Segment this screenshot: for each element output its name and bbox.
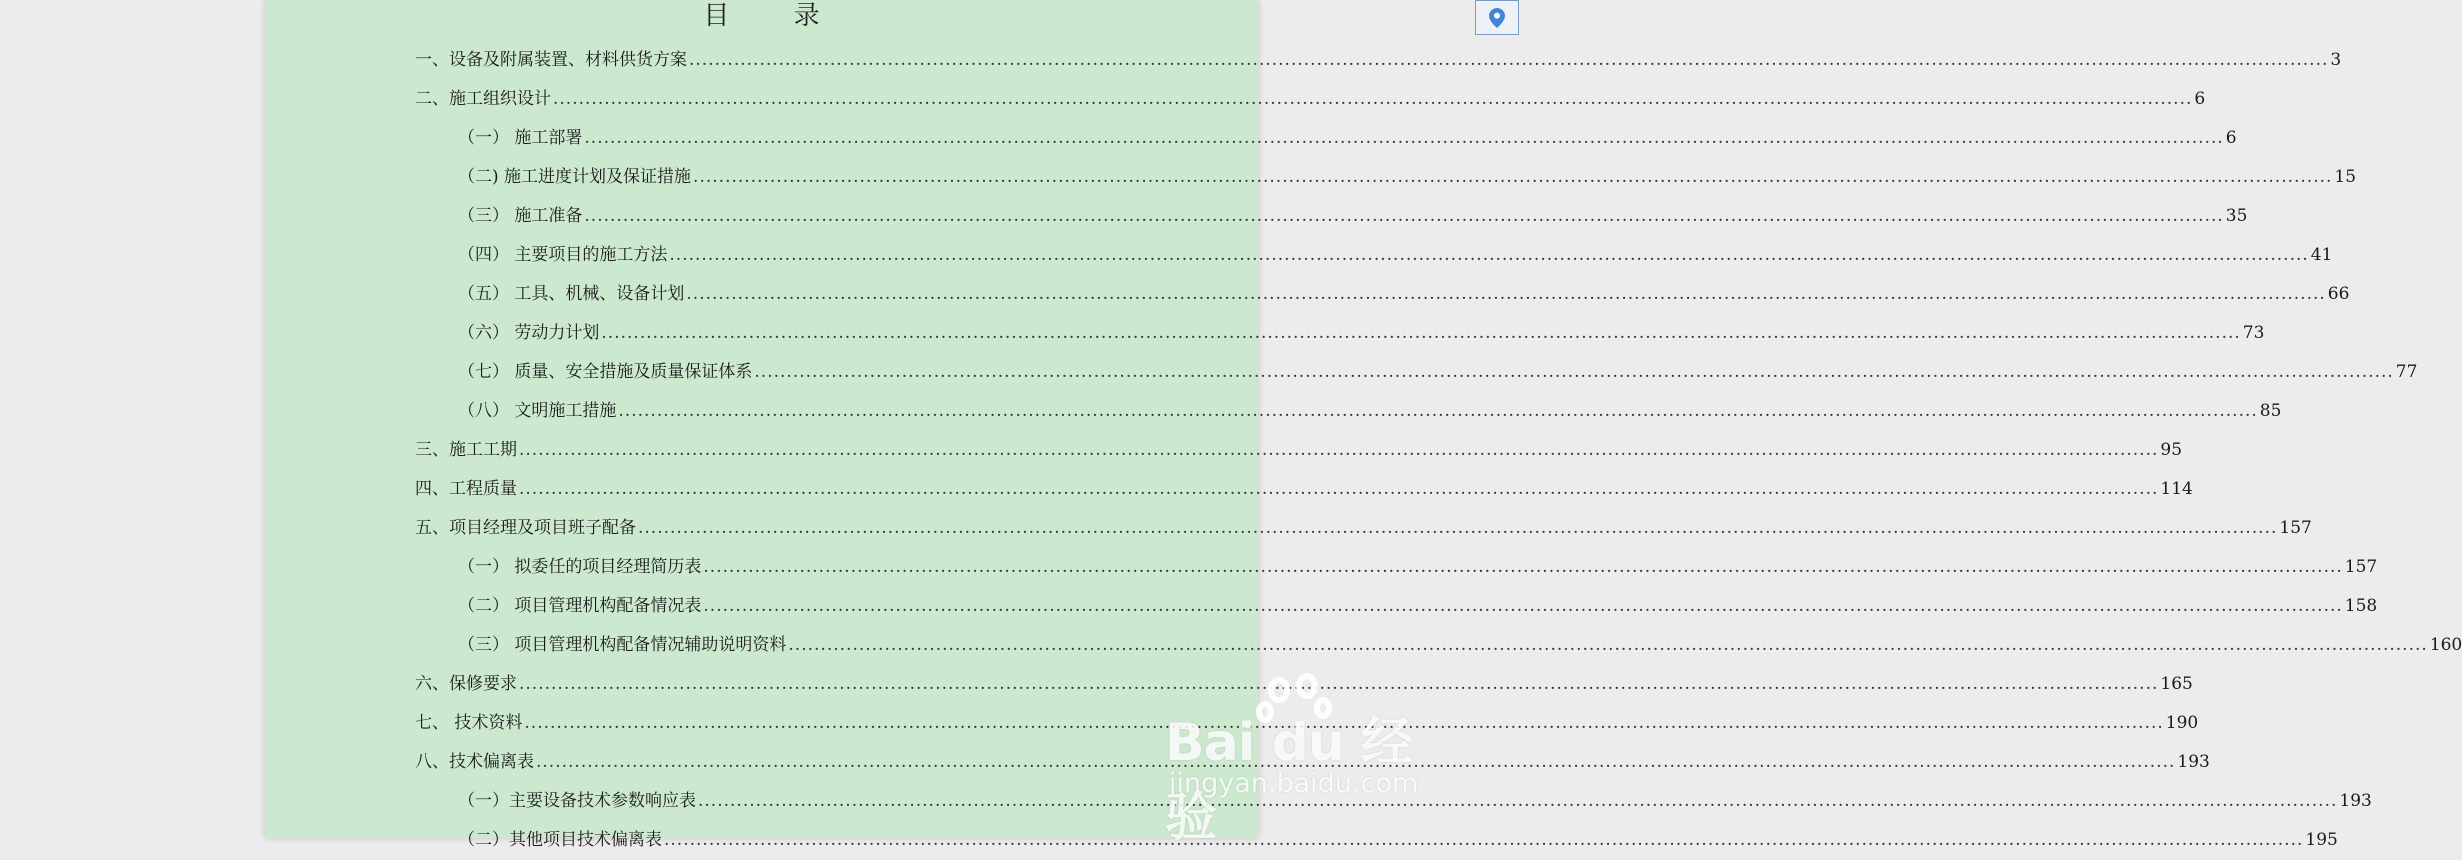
- toc-leader-dots: [686, 275, 2325, 314]
- toc-entry[interactable]: [265, 119, 2237, 158]
- toc-entry-text: （三） 施工准备: [458, 206, 583, 226]
- toc-page-number: 193: [2177, 752, 2210, 772]
- toc-entry[interactable]: [265, 353, 2418, 392]
- toc-title: 目 录: [703, 1, 848, 31]
- toc-leader-dots: [536, 743, 2175, 782]
- toc-page-number: 193: [2339, 791, 2372, 811]
- toc-page-number: 95: [2160, 440, 2183, 460]
- toc-entry-text: 三、施工工期: [415, 440, 517, 460]
- toc-entry[interactable]: [265, 41, 2342, 80]
- location-button[interactable]: [1475, 0, 1519, 35]
- toc-entry-text: （四） 主要项目的施工方法: [458, 245, 668, 265]
- toc-entry[interactable]: [265, 821, 2338, 860]
- toc-entry-text: （八） 文明施工措施: [458, 401, 617, 421]
- toc-leader-dots: [669, 236, 2308, 275]
- toc-leader-dots: [553, 80, 2192, 119]
- toc-leader-dots: [601, 314, 2240, 353]
- toc-entry[interactable]: [265, 548, 2378, 587]
- toc-leader-dots: [584, 197, 2223, 236]
- toc-entry-text: （二) 施工进度计划及保证措施: [458, 167, 692, 187]
- toc-entry-text: 七、 技术资料: [415, 713, 523, 733]
- toc-leader-dots: [689, 41, 2328, 80]
- watermark-url: jingyan.baidu.com: [1169, 768, 1419, 799]
- toc-entry[interactable]: [265, 665, 2193, 704]
- toc-leader-dots: [698, 782, 2337, 821]
- toc-entry[interactable]: [265, 470, 2193, 509]
- toc-entry-text: （二）其他项目技术偏离表: [458, 830, 662, 850]
- toc-page-number: 165: [2160, 674, 2193, 694]
- toc-page-number: 66: [2327, 284, 2350, 304]
- toc-page-number: 114: [2160, 479, 2193, 499]
- toc-leader-dots: [754, 353, 2393, 392]
- toc-entry[interactable]: [265, 704, 2199, 743]
- toc-page-number: 190: [2165, 713, 2199, 733]
- toc-leader-dots: [703, 548, 2342, 587]
- toc-entry[interactable]: [265, 236, 2333, 275]
- toc-leader-dots: [638, 509, 2277, 548]
- toc-page-number: 157: [2344, 557, 2378, 577]
- toc-page-number: 41: [2310, 245, 2333, 265]
- toc-leader-dots: [618, 392, 2257, 431]
- toc-entry[interactable]: [265, 275, 2350, 314]
- toc-entry[interactable]: [265, 197, 2248, 236]
- toc-entry[interactable]: [265, 587, 2378, 626]
- toc-leader-dots: [519, 431, 2158, 470]
- toc-leader-dots: [788, 626, 2427, 665]
- toc-page-number: 85: [2259, 401, 2282, 421]
- toc-entry-text: 五、项目经理及项目班子配备: [415, 518, 636, 538]
- toc-entry[interactable]: [265, 158, 2357, 197]
- toc-leader-dots: [584, 119, 2223, 158]
- toc-entry[interactable]: [265, 743, 2210, 782]
- toc-entry-text: （二） 项目管理机构配备情况表: [458, 596, 702, 616]
- toc-entry-text: 八、技术偏离表: [415, 752, 534, 772]
- toc-entry[interactable]: [265, 626, 2462, 665]
- toc-entry-text: （一） 施工部署: [458, 128, 583, 148]
- toc-entry[interactable]: [265, 509, 2312, 548]
- toc-page-number: 35: [2225, 206, 2248, 226]
- toc-page-number: 158: [2344, 596, 2378, 616]
- toc-entry-text: （七） 质量、安全措施及质量保证体系: [458, 362, 753, 382]
- toc-page-number: 160: [2429, 635, 2462, 655]
- toc-page-number: 15: [2334, 167, 2357, 187]
- toc-page-number: 6: [2225, 128, 2237, 148]
- toc-entry[interactable]: [265, 392, 2282, 431]
- toc-page-number: 157: [2279, 518, 2312, 538]
- toc-entry-text: （一） 拟委任的项目经理简历表: [458, 557, 702, 577]
- toc-leader-dots: [519, 470, 2158, 509]
- toc-leader-dots: [693, 158, 2332, 197]
- toc-page-number: 73: [2242, 323, 2265, 343]
- toc-page-number: 195: [2305, 830, 2338, 850]
- toc-entry-text: （一）主要设备技术参数响应表: [458, 791, 696, 811]
- toc-entry-text: 二、施工组织设计: [415, 89, 551, 109]
- map-pin-icon: [1489, 8, 1505, 28]
- toc-page-number: 77: [2395, 362, 2418, 382]
- toc-entry[interactable]: [265, 80, 2206, 119]
- toc-entry-text: （六） 劳动力计划: [458, 323, 600, 343]
- toc-entry-text: 四、工程质量: [415, 479, 517, 499]
- toc-page-number: 3: [2330, 50, 2342, 70]
- toc-entry-text: 六、保修要求: [415, 674, 517, 694]
- toc-leader-dots: [524, 704, 2163, 743]
- toc-entry-text: （三） 项目管理机构配备情况辅助说明资料: [458, 635, 787, 655]
- toc-entry[interactable]: [265, 314, 2265, 353]
- toc-leader-dots: [664, 821, 2303, 860]
- toc-leader-dots: [703, 587, 2342, 626]
- watermark-brand: Bai du 经验: [1165, 713, 1412, 848]
- toc-entry[interactable]: [265, 431, 2183, 470]
- toc-entry-text: （五） 工具、机械、设备计划: [458, 284, 685, 304]
- toc-page-number: 6: [2194, 89, 2206, 109]
- toc-entry-text: 一、设备及附属装置、材料供货方案: [415, 50, 687, 70]
- toc-leader-dots: [519, 665, 2158, 704]
